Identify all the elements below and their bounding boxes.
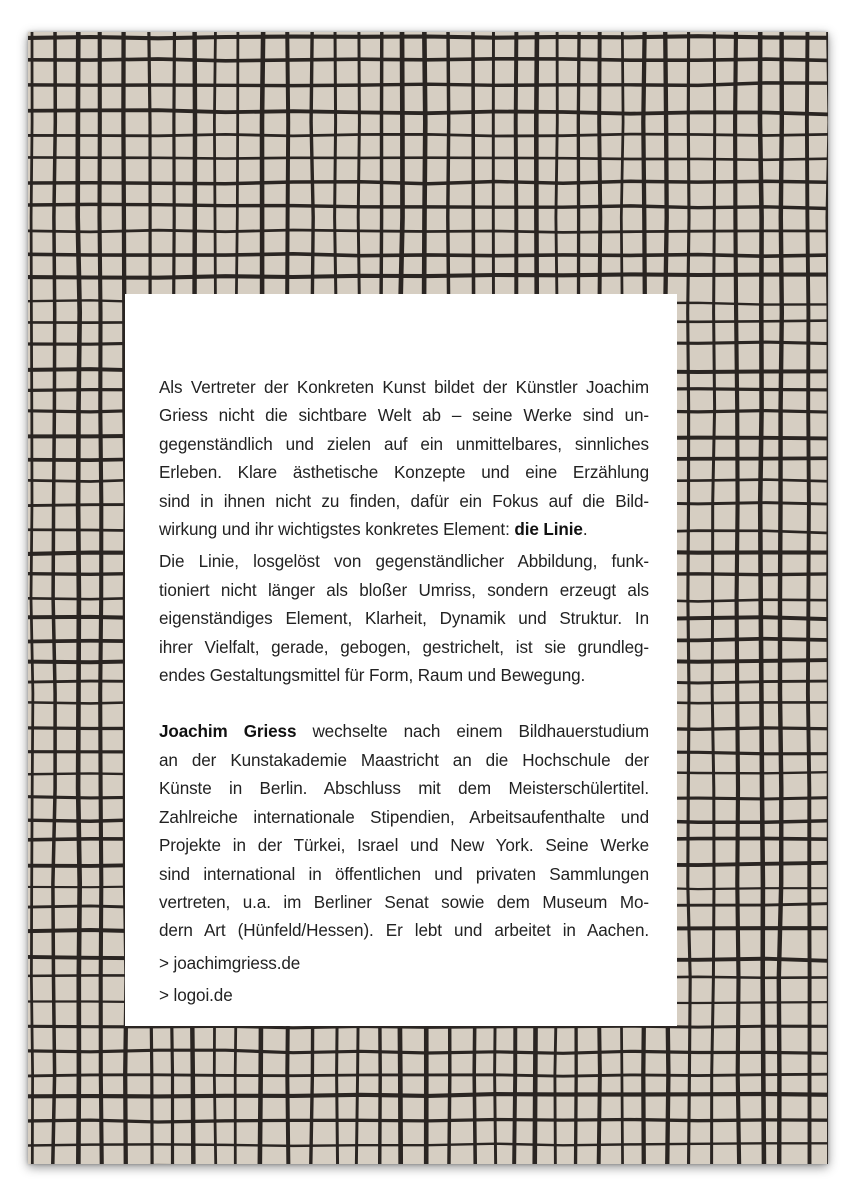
text-line: Als Vertreter der Konkreten Kunst bildet der Künstler Joachim [159,378,649,397]
text-line: tioniert nicht länger als bloßer Umriss, sondern erzeugt als [159,580,649,600]
paragraph-biography [159,718,649,945]
grid-line [28,181,828,183]
link-joachimgriess[interactable]: > joachimgriess.de [159,953,301,973]
flyer-card [28,32,828,1164]
text-line: Künste in Berlin. Abschluss mit dem Meisterschülertitel. [159,779,649,799]
text-line [159,718,649,746]
text-line: an der Kunstakademie Maastricht an die Hochschule der [159,750,649,770]
text-line: gegenständlich und zielen auf ein unmittelbares, sinnliches [159,434,649,454]
text-line: eigenständiges Element, Klarheit, Dynamik und Struktur. In [159,609,649,629]
grid-line [807,32,810,1164]
link-logoi[interactable]: > logoi.de [159,986,233,1006]
text-line: vertreten, u.a. im Berliner Senat sowie dem Museum Mo- [159,892,649,912]
grid-line [28,83,828,86]
grid-line [688,32,691,1164]
text-line [159,516,649,544]
text-line: ihrer Vielfalt, gerade, gebogen, gestrichelt, ist sie grundleg- [159,637,649,657]
text-line: Die Linie, losgelöst von gegenständlicher Abbildung, funk- [159,552,649,572]
text-line-part: . [582,520,588,540]
highlight-die-linie: die Linie [514,520,583,540]
grid-line [28,1120,828,1123]
grid-line [712,32,715,1164]
grid-line [28,1074,828,1076]
grid-line [779,32,782,1164]
text-line: Erleben. Klare ästhetische Konzepte und eine Erzählung [159,463,649,483]
grid-line [827,32,828,1164]
artist-name: Joachim Griess [159,722,297,742]
grid-line [28,134,828,136]
grid-line [28,110,828,114]
paragraph-line [159,548,649,690]
text-panel [125,294,677,1026]
text-line: Projekte in der Türkei, Israel und New York. Seine Werke [159,836,649,856]
text-line: dern Art (Hünfeld/Hessen). Er lebt und arbeitet in Aachen. [159,921,649,941]
text-line-part: wechselte nach einem Bildhauerstudium [296,722,649,742]
text-line: endes Gestaltungsmittel für Form, Raum und Bewegung. [159,666,586,686]
grid-line [28,59,828,61]
text-line: Griess nicht die sichtbare Welt ab – seine Werke sind un- [159,406,649,426]
grid-line [28,274,828,277]
grid-line [28,1026,828,1028]
grid-line [28,230,828,232]
grid-line [28,36,828,38]
paragraph-intro [159,374,649,544]
grid-line [28,254,828,256]
text-line: sind international in öffentlichen und privaten Sammlungen [159,864,649,884]
grid-line [735,32,739,1164]
text-line: Zahlreiche internationale Stipendien, Arbeitsaufenthalte und [159,807,649,827]
grid-line [28,204,828,208]
grid-line [760,32,764,1164]
text-line: sind in ihnen nicht zu finden, dafür ein Fokus auf die Bild- [159,491,649,511]
grid-line [28,157,828,159]
text-line-part: wirkung und ihr wichtigstes konkretes Element: [159,520,515,540]
body-text [159,374,649,1011]
grid-line [28,1094,828,1096]
